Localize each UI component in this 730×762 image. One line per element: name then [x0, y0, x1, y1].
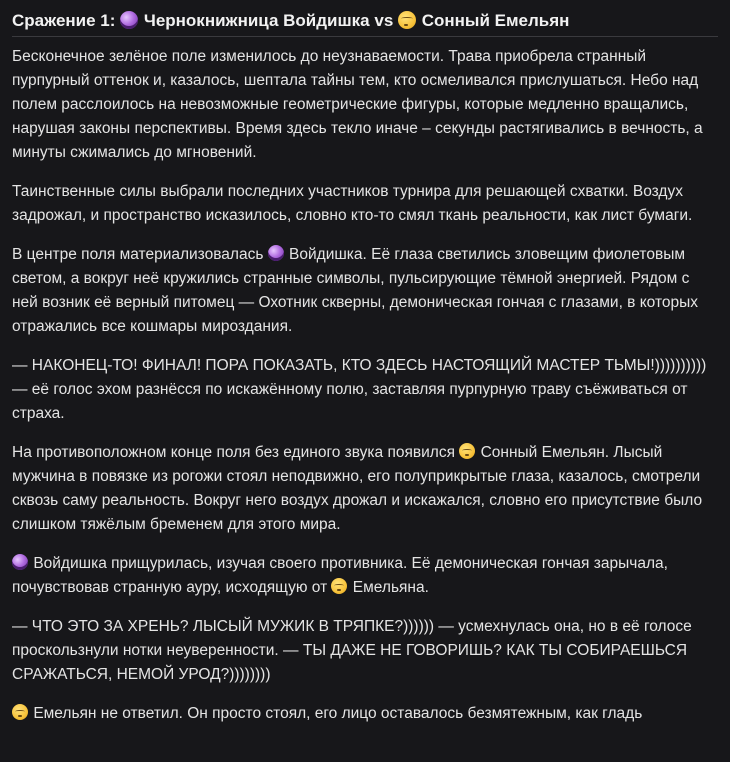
paragraph: Бесконечное зелёное поле изменилось до неузнаваемости. Трава приобрела странный пурпурный оттенок и, казалось, шептала тайны тем, кто осмеливался прислушаться. Небо над полем расслоилось на невозможные геометрические фигуры, которые медленно вращались, нарушая законы перспективы. Время здесь текло иначе – секунды растягивались в вечность, а минуты сжимались до мгновений.	[12, 48, 703, 161]
title-fighter1: Чернокнижница Войдишка	[143, 11, 370, 30]
paragraph: Таинственные силы выбрали последних участников турнира для решающей схватки. Воздух задрожал, и пространство исказилось, словно кто-то смял ткань реальности, как лист бумаги.	[12, 183, 693, 224]
paragraph-text: Емельяна.	[352, 579, 429, 596]
paragraph	[12, 702, 718, 726]
title-vs: vs	[369, 11, 398, 30]
sleepy-face-icon	[12, 704, 28, 720]
paragraph: — ЧТО ЭТО ЗА ХРЕНЬ? ЛЫСЫЙ МУЖИК В ТРЯПКЕ?)))))) — усмехнулась она, но в её голосе проскользнули нотки неуверенности. — ТЫ ДАЖЕ НЕ ГОВОРИШЬ? КАК ТЫ СОБИРАЕШЬСЯ СРАЖАТЬСЯ, НЕМОЙ УРОД?))))))))	[12, 618, 692, 683]
paragraph	[12, 552, 718, 600]
crystal-ball-icon	[12, 554, 28, 570]
paragraph	[12, 441, 718, 537]
paragraph-text: Сонный Емельян. Лысый мужчина в повязке из рогожи стоял неподвижно, его полуприкрытые глаза, казалось, смотрели сквозь саму реальность. Вокруг него воздух дрожал и искажался, словно его присутствие было слишком тяжёлым бременем для этого мира.	[12, 444, 703, 533]
paragraph-text: В центре поля материализовалась	[12, 246, 268, 263]
paragraph: — НАКОНЕЦ-ТО! ФИНАЛ! ПОРА ПОКАЗАТЬ, КТО ЗДЕСЬ НАСТОЯЩИЙ МАСТЕР ТЬМЫ!)))))))))) — её голос эхом разнёсся по искажённому полю, заставляя пурпурную траву съёживаться от страха.	[12, 357, 707, 422]
crystal-ball-icon	[268, 245, 284, 261]
paragraph-text: Емельян не ответил. Он просто стоял, его лицо оставалось безмятежным, как гладь	[33, 705, 643, 722]
battle-title	[12, 10, 718, 37]
sleepy-face-icon	[398, 11, 416, 29]
sleepy-face-icon	[459, 443, 475, 459]
crystal-ball-icon	[120, 11, 138, 29]
paragraph	[12, 243, 718, 339]
title-fighter2: Сонный Емельян	[421, 11, 570, 30]
paragraph-text: Войдишка прищурилась, изучая своего противника. Её демоническая гончая зарычала, почувствовав странную ауру, исходящую от	[12, 555, 668, 596]
paragraph-text: На противоположном конце поля без единого звука появился	[12, 444, 460, 461]
sleepy-face-icon	[331, 578, 347, 594]
paragraph-text: Войдишка. Её глаза светились зловещим фиолетовым светом, а вокруг неё кружились странные символы, пульсирующие тёмной энергией. Рядом с ней возник её верный питомец — Охотник скверны, демоническая гончая с глазами, в которых отражались все кошмары мироздания.	[12, 246, 699, 335]
title-prefix: Сражение 1:	[12, 11, 121, 30]
